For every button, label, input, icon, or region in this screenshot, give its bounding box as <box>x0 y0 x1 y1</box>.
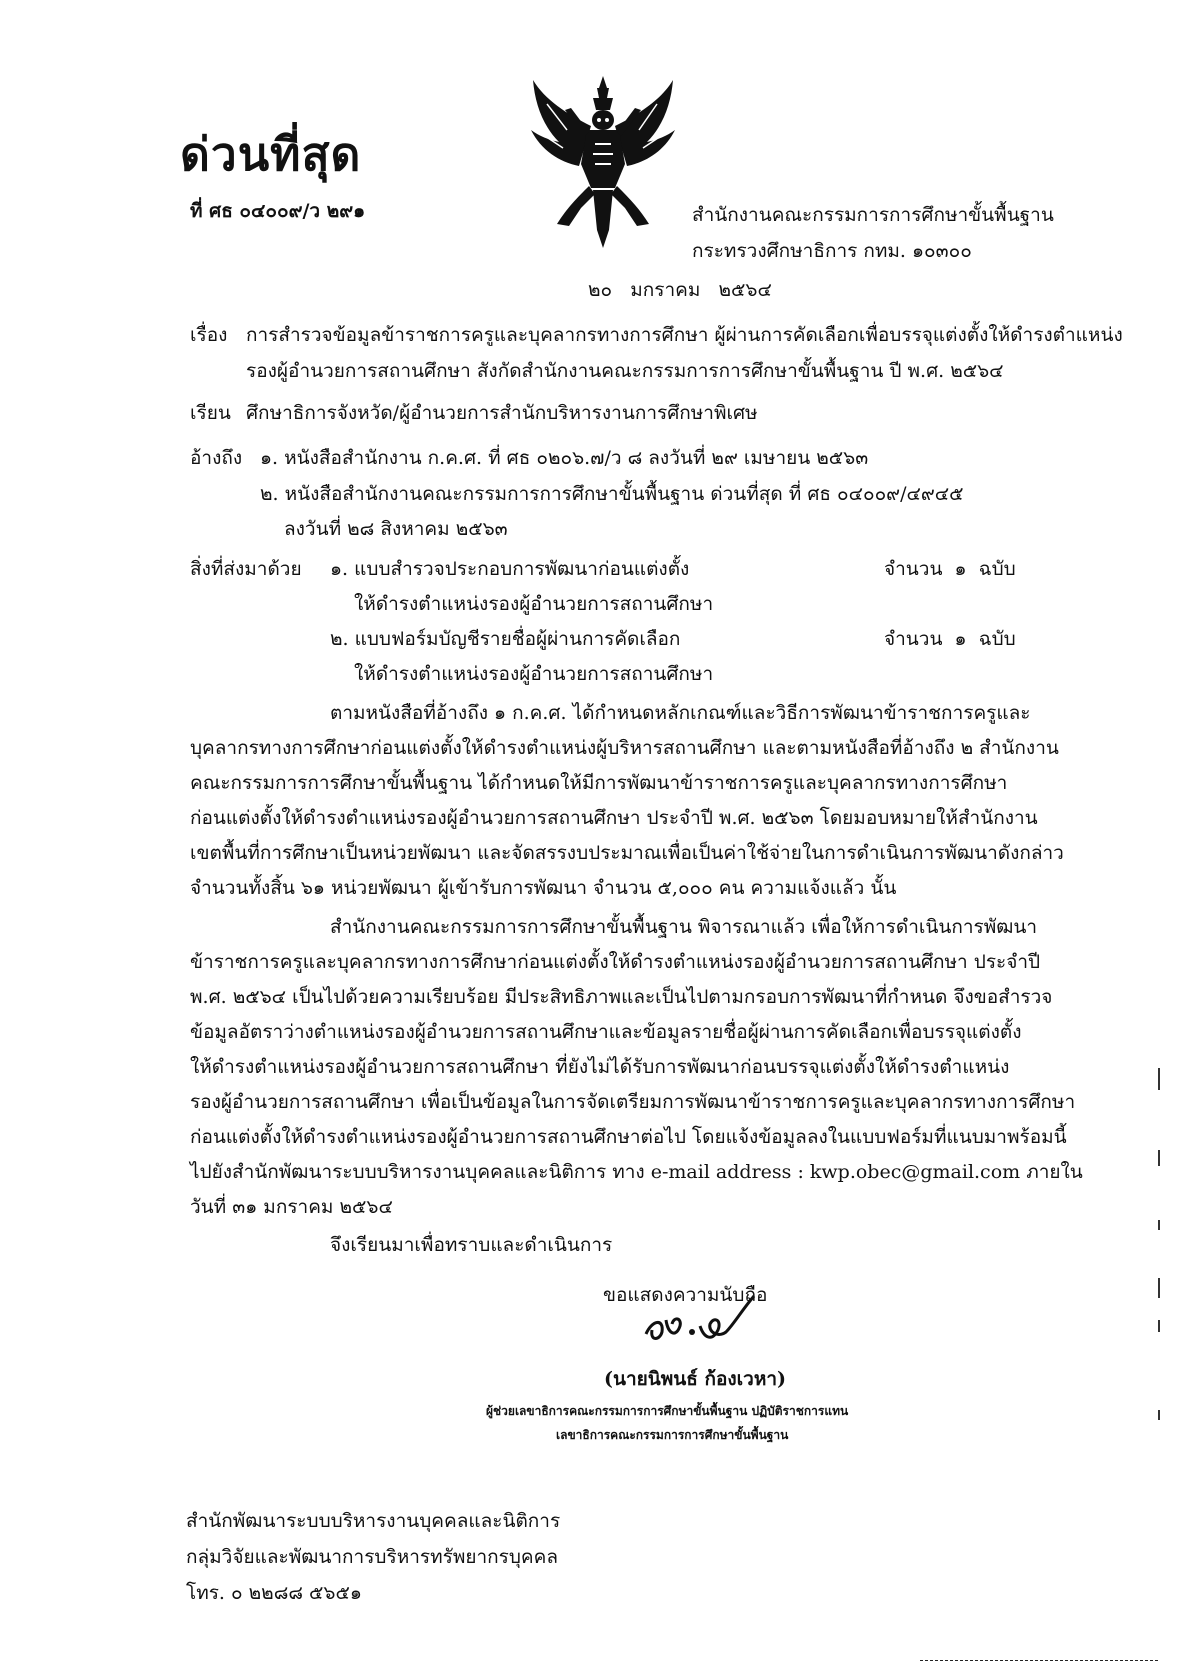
paragraph-1-line: บุคลากรทางการศึกษาก่อนแต่งตั้งให้ดำรงตำแหน่งผู้บริหารสถานศึกษา และตามหนังสือที่อ้างถึง ๒ สำนักงาน <box>190 737 1059 759</box>
enclosure-item-2-quantity: จำนวน ๑ ฉบับ <box>884 628 1016 650</box>
scan-mark <box>1158 1068 1160 1090</box>
reference-item-1: ๑. หนังสือสำนักงาน ก.ค.ศ. ที่ ศธ ๐๒๐๖.๗/ว ๘ ลงวันที่ ๒๙ เมษายน ๒๕๖๓ <box>260 447 869 469</box>
scan-mark <box>1158 1278 1160 1298</box>
footer-office: สำนักพัฒนาระบบบริหารงานบุคคลและนิติการ <box>186 1510 561 1532</box>
paragraph-2-line: ให้ดำรงตำแหน่งรองผู้อำนวยการสถานศึกษา ที่ยังไม่ได้รับการพัฒนาก่อนบรรจุแต่งตั้งให้ดำรงตำแหน่ง <box>190 1056 1010 1078</box>
issuing-office-name: สำนักงานคณะกรรมการการศึกษาขั้นพื้นฐาน <box>692 204 1054 226</box>
document-date: ๒๐ มกราคม ๒๕๖๔ <box>588 279 772 301</box>
scan-mark <box>1158 1150 1160 1166</box>
garuda-emblem-icon <box>527 74 679 250</box>
enclosure-item-2-line-1: ๒. แบบฟอร์มบัญชีรายชื่อผู้ผ่านการคัดเลือก <box>330 628 681 650</box>
signatory-name: (นายนิพนธ์ ก้องเวหา) <box>604 1368 787 1390</box>
document-number: ที่ ศธ ๐๔๐๐๙/ว ๒๙๑ <box>190 200 366 222</box>
signatory-title-line-1: ผู้ช่วยเลขาธิการคณะกรรมการการศึกษาขั้นพื้นฐาน ปฏิบัติราชการแทน <box>486 1404 849 1418</box>
paragraph-1-line: คณะกรรมการการศึกษาขั้นพื้นฐาน ได้กำหนดให้มีการพัฒนาข้าราชการครูและบุคลากรทางการศึกษา <box>190 772 1008 794</box>
reference-label: อ้างถึง <box>190 447 243 469</box>
scan-mark <box>1158 1320 1160 1332</box>
paragraph-2-line: พ.ศ. ๒๕๖๔ เป็นไปด้วยความเรียบร้อย มีประสิทธิภาพและเป็นไปตามกรอบการพัฒนาที่กำหนด จึงขอสำรวจ <box>190 986 1053 1008</box>
issuing-office-address: กระทรวงศึกษาธิการ กทม. ๑๐๓๐๐ <box>692 240 972 262</box>
subject-line-1: การสำรวจข้อมูลข้าราชการครูและบุคลากรทางการศึกษา ผู้ผ่านการคัดเลือกเพื่อบรรจุแต่งตั้งให้ดำรงตำแหน่ง <box>246 324 1123 346</box>
paragraph-2-line: ก่อนแต่งตั้งให้ดำรงตำแหน่งรองผู้อำนวยการสถานศึกษาต่อไป โดยแจ้งข้อมูลลงในแบบฟอร์มที่แนบมาพร้อมนี้ <box>190 1126 1067 1148</box>
recipient-text: ศึกษาธิการจังหวัด/ผู้อำนวยการสำนักบริหารงานการศึกษาพิเศษ <box>246 402 758 424</box>
paragraph-1-line: เขตพื้นที่การศึกษาเป็นหน่วยพัฒนา และจัดสรรงบประมาณเพื่อเป็นค่าใช้จ่ายในการดำเนินการพัฒนาดังกล่าว <box>190 842 1064 864</box>
enclosure-item-1-quantity: จำนวน ๑ ฉบับ <box>884 558 1016 580</box>
paragraph-1-line: ตามหนังสือที่อ้างถึง ๑ ก.ค.ศ. ได้กำหนดหลักเกณฑ์และวิธีการพัฒนาข้าราชการครูและ <box>330 702 1031 724</box>
recipient-label: เรียน <box>190 402 231 424</box>
scan-mark <box>1158 1220 1160 1230</box>
paragraph-1-line: ก่อนแต่งตั้งให้ดำรงตำแหน่งรองผู้อำนวยการสถานศึกษา ประจำปี พ.ศ. ๒๕๖๓ โดยมอบหมายให้สำนักงาน <box>190 807 1038 829</box>
footer-department: กลุ่มวิจัยและพัฒนาการบริหารทรัพยากรบุคคล <box>186 1546 558 1568</box>
paragraph-2-line: รองผู้อำนวยการสถานศึกษา เพื่อเป็นข้อมูลในการจัดเตรียมการพัฒนาข้าราชการครูและบุคลากรทางการศึกษา <box>190 1091 1076 1113</box>
paragraph-2-line: ข้าราชการครูและบุคลากรทางการศึกษาก่อนแต่งตั้งให้ดำรงตำแหน่งรองผู้อำนวยการสถานศึกษา ประจำปี <box>190 951 1041 973</box>
enclosure-item-1-line-1: ๑. แบบสำรวจประกอบการพัฒนาก่อนแต่งตั้ง <box>330 558 690 580</box>
paragraph-2-line: ข้อมูลอัตราว่างตำแหน่งรองผู้อำนวยการสถานศึกษาและข้อมูลรายชื่อผู้ผ่านการคัดเลือกเพื่อบรรจุแต่งตั้ง <box>190 1021 1022 1043</box>
paragraph-2-line: สำนักงานคณะกรรมการการศึกษาขั้นพื้นฐาน พิจารณาแล้ว เพื่อให้การดำเนินการพัฒนา <box>330 916 1038 938</box>
handwritten-signature-icon <box>638 1290 758 1352</box>
paragraph-2-line: ไปยังสำนักพัฒนาระบบบริหารงานบุคคลและนิติการ ทาง e-mail address : kwp.obec@gmail.com ภายใน <box>190 1161 1083 1183</box>
enclosure-label: สิ่งที่ส่งมาด้วย <box>190 558 302 580</box>
scan-mark <box>1158 1410 1160 1420</box>
paragraph-2-line: วันที่ ๓๑ มกราคม ๒๕๖๔ <box>190 1196 393 1218</box>
enclosure-item-1-line-2: ให้ดำรงตำแหน่งรองผู้อำนวยการสถานศึกษา <box>354 593 714 615</box>
subject-line-2: รองผู้อำนวยการสถานศึกษา สังกัดสำนักงานคณะกรรมการการศึกษาขั้นพื้นฐาน ปี พ.ศ. ๒๕๖๔ <box>246 360 1004 382</box>
reference-item-2-line-2: ลงวันที่ ๒๘ สิงหาคม ๒๕๖๓ <box>284 518 508 540</box>
signatory-title-line-2: เลขาธิการคณะกรรมการการศึกษาขั้นพื้นฐาน <box>556 1428 789 1442</box>
footer-rule <box>920 1660 1158 1662</box>
closing-request: จึงเรียนมาเพื่อทราบและดำเนินการ <box>330 1234 613 1256</box>
footer-phone: โทร. ๐ ๒๒๘๘ ๕๖๕๑ <box>186 1582 362 1604</box>
enclosure-item-2-line-2: ให้ดำรงตำแหน่งรองผู้อำนวยการสถานศึกษา <box>354 663 714 685</box>
reference-item-2-line-1: ๒. หนังสือสำนักงานคณะกรรมการการศึกษาขั้นพื้นฐาน ด่วนที่สุด ที่ ศธ ๐๔๐๐๙/๔๙๔๕ <box>260 483 964 505</box>
closing-salutation: ขอแสดงความนับถือ <box>603 1284 768 1306</box>
urgent-label: ด่วนที่สุด <box>180 127 362 181</box>
paragraph-1-line: จำนวนทั้งสิ้น ๖๑ หน่วยพัฒนา ผู้เข้ารับการพัฒนา จำนวน ๕,๐๐๐ คน ความแจ้งแล้ว นั้น <box>190 877 897 899</box>
subject-label: เรื่อง <box>190 324 228 346</box>
